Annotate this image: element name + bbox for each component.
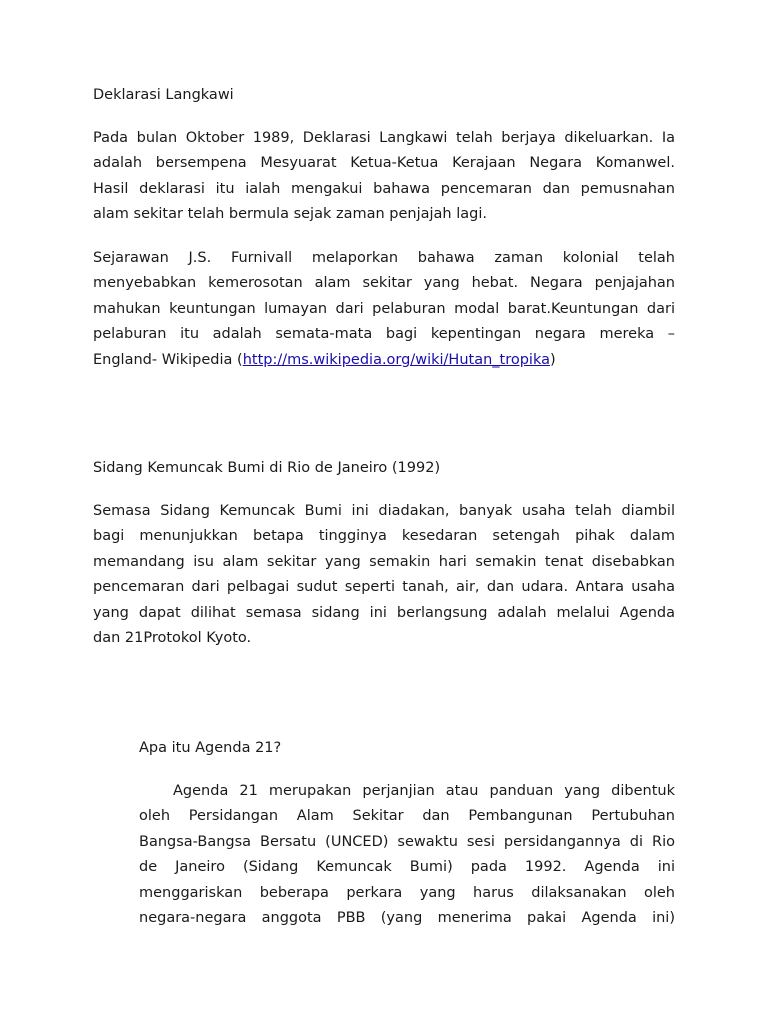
text-line: negara-negara anggota PBB (yang menerima pakai Agenda ini) xyxy=(139,910,675,927)
text-line: Hasil deklarasi itu ialah mengakui bahawa pencemaran dan pemusnahan xyxy=(93,180,675,197)
text-line: Pada bulan Oktober 1989, Deklarasi Langkawi telah berjaya dikeluarkan. Ia xyxy=(93,130,675,146)
text-line: Semasa Sidang Kemuncak Bumi ini diadakan, banyak usaha telah diambil xyxy=(93,503,675,519)
text-line: oleh Persidangan Alam Sekitar dan Pembangunan Pertubuhan xyxy=(139,808,675,825)
text-line: pelaburan itu adalah semata-mata bagi kepentingan negara mereka – xyxy=(93,326,675,343)
text-line: Agenda 21 merupakan perjanjian atau panduan yang dibentuk xyxy=(173,783,675,799)
text-line: Bangsa-Bangsa Bersatu (UNCED) sewaktu sesi persidangannya di Rio xyxy=(139,833,675,850)
section-title-apa-itu-agenda-21: Apa itu Agenda 21? xyxy=(139,740,282,756)
text-line: menyebabkan kemerosotan alam sekitar yang hebat. Negara penjajahan xyxy=(93,275,675,292)
text-line: bagi menunjukkan betapa tingginya kesedaran setengah pihak dalam xyxy=(93,528,675,545)
paragraph-sidang-kemuncak xyxy=(93,499,675,651)
paragraph-deklarasi-1 xyxy=(93,126,675,228)
text-segment: ) xyxy=(550,351,556,368)
text-line: alam sekitar telah bermula sejak zaman penjajah lagi. xyxy=(93,206,487,223)
text-line: de Janeiro (Sidang Kemuncak Bumi) pada 1992. Agenda ini xyxy=(139,859,675,876)
text-line: menggariskan beberapa perkara yang harus dilaksanakan oleh xyxy=(139,884,675,901)
text-segment: England- Wikipedia ( xyxy=(93,351,243,368)
text-line: yang dapat dilihat semasa sidang ini berlangsung adalah melalui Agenda xyxy=(93,604,675,621)
text-line: pencemaran dari pelbagai sudut seperti tanah, air, dan udara. Antara usaha xyxy=(93,579,675,596)
text-line: adalah bersempena Mesyuarat Ketua-Ketua Kerajaan Negara Komanwel. xyxy=(93,155,675,172)
text-line: Sejarawan J.S. Furnivall melaporkan bahawa zaman kolonial telah xyxy=(93,250,675,266)
text-line: memandang isu alam sekitar yang semakin hari semakin tenat disebabkan xyxy=(93,553,675,570)
wikipedia-hutan-tropika-link[interactable]: http://ms.wikipedia.org/wiki/Hutan_tropika xyxy=(242,351,550,368)
text-line: dan 21Protokol Kyoto. xyxy=(93,630,252,647)
paragraph-agenda-21 xyxy=(139,779,675,931)
section-title-sidang-kemuncak-bumi: Sidang Kemuncak Bumi di Rio de Janeiro (1992) xyxy=(93,460,441,476)
text-line-with-link xyxy=(93,348,675,373)
section-title-deklarasi-langkawi: Deklarasi Langkawi xyxy=(93,87,234,103)
text-line: mahukan keuntungan lumayan dari pelaburan modal barat.Keuntungan dari xyxy=(93,300,675,317)
paragraph-deklarasi-2 xyxy=(93,246,675,373)
